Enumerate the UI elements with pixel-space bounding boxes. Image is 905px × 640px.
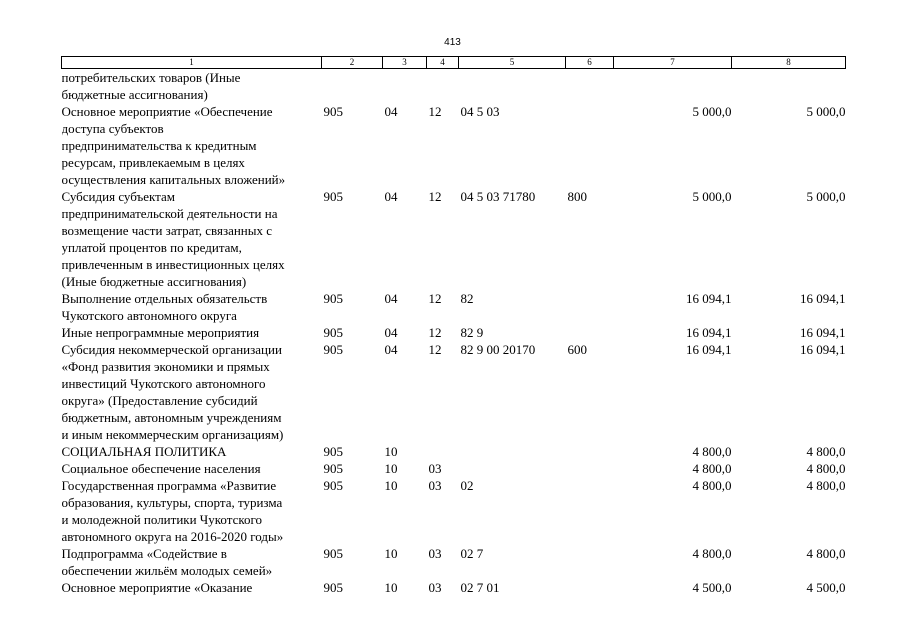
ministry-code-cell: 905 xyxy=(323,580,343,595)
section-cell: 04 xyxy=(384,291,398,306)
table-row xyxy=(62,545,846,579)
table-row xyxy=(62,460,846,477)
amount-year1-cell: 16 094,1 xyxy=(686,325,732,340)
item-name-cell: Подпрограмма «Содействие в обеспечении жильём молодых семей» xyxy=(61,546,273,578)
ministry-code-cell: 905 xyxy=(323,325,343,340)
section-cell: 10 xyxy=(384,461,398,476)
section-cell: 04 xyxy=(384,104,398,119)
item-name-cell: Государственная программа «Развитие образования, культуры, спорта, туризма и молодежной политики Чукотского автономного округа на 2016-2020 годы» xyxy=(61,478,284,544)
amount-year1-cell: 16 094,1 xyxy=(686,291,732,306)
target-article-cell xyxy=(459,69,566,104)
item-name-cell: Выполнение отдельных обязательств Чукотского автономного округа xyxy=(61,291,268,323)
target-article-cell xyxy=(459,443,566,460)
expense-type-cell xyxy=(566,579,614,596)
page-number: 413 xyxy=(444,37,461,48)
amount-year1-cell: 4 500,0 xyxy=(692,580,732,595)
ministry-code-cell: 905 xyxy=(323,546,343,561)
table-body xyxy=(62,69,846,597)
column-header: 3 xyxy=(383,57,427,69)
column-header: 5 xyxy=(459,57,566,69)
section-cell: 10 xyxy=(384,478,398,493)
amount-year2-cell: 4 800,0 xyxy=(806,444,846,459)
item-name-cell: СОЦИАЛЬНАЯ ПОЛИТИКА xyxy=(61,444,227,459)
amount-year2-cell: 4 500,0 xyxy=(806,580,846,595)
section-cell: 10 xyxy=(384,444,398,459)
table-row xyxy=(62,477,846,545)
section-cell: 04 xyxy=(384,189,398,204)
section-cell: 10 xyxy=(384,546,398,561)
budget-table xyxy=(61,56,846,596)
subsection-cell: 03 xyxy=(428,461,442,476)
subsection-cell: 03 xyxy=(428,580,442,595)
table-row xyxy=(62,69,846,104)
expense-type-cell xyxy=(566,477,614,545)
amount-year2-cell: 5 000,0 xyxy=(806,104,846,119)
column-header: 1 xyxy=(62,57,322,69)
item-name-cell: потребительских товаров (Иные бюджетные ассигнования) xyxy=(61,70,241,102)
amount-year2-cell xyxy=(732,69,846,104)
expense-type-cell xyxy=(566,545,614,579)
target-article-cell: 82 9 00 20170 xyxy=(460,342,536,357)
table-row xyxy=(62,579,846,596)
item-name-cell: Основное мероприятие «Оказание xyxy=(61,580,253,595)
subsection-cell: 03 xyxy=(428,478,442,493)
ministry-code-cell xyxy=(322,69,383,104)
subsection-cell: 12 xyxy=(428,342,442,357)
target-article-cell: 04 5 03 xyxy=(460,104,500,119)
amount-year1-cell: 4 800,0 xyxy=(692,546,732,561)
amount-year1-cell: 4 800,0 xyxy=(692,478,732,493)
target-article-cell: 82 xyxy=(460,291,474,306)
target-article-cell xyxy=(459,460,566,477)
ministry-code-cell: 905 xyxy=(323,444,343,459)
section-cell xyxy=(383,69,427,104)
section-cell: 04 xyxy=(384,325,398,340)
target-article-cell: 02 7 01 xyxy=(460,580,500,595)
item-name-cell: Субсидия некоммерческой организации «Фонд развития экономики и прямых инвестиций Чукотского автономного округа» (Предоставление субсидий бюджетным, автономным учреждениям и иным некоммерческим организациям) xyxy=(61,342,284,442)
amount-year2-cell: 4 800,0 xyxy=(806,478,846,493)
subsection-cell: 12 xyxy=(428,325,442,340)
subsection-cell: 12 xyxy=(428,104,442,119)
expense-type-cell xyxy=(566,290,614,324)
section-cell: 04 xyxy=(384,342,398,357)
column-header: 2 xyxy=(322,57,383,69)
target-article-cell: 82 9 xyxy=(460,325,484,340)
table-row xyxy=(62,324,846,341)
ministry-code-cell: 905 xyxy=(323,342,343,357)
expense-type-cell xyxy=(566,69,614,104)
table-row xyxy=(62,341,846,443)
section-cell: 10 xyxy=(384,580,398,595)
target-article-cell: 04 5 03 71780 xyxy=(460,189,536,204)
amount-year1-cell: 4 800,0 xyxy=(692,461,732,476)
amount-year1-cell: 5 000,0 xyxy=(692,104,732,119)
item-name-cell: Субсидия субъектам предпринимательской деятельности на возмещение части затрат, связанных с уплатой процентов по кредитам, привлеченным в инвестиционных целях (Иные бюджетные ассигнования) xyxy=(61,189,285,289)
ministry-code-cell: 905 xyxy=(323,104,343,119)
column-header: 7 xyxy=(614,57,732,69)
expense-type-cell xyxy=(566,324,614,341)
expense-type-cell: 800 xyxy=(567,189,587,204)
subsection-cell xyxy=(427,443,459,460)
subsection-cell: 12 xyxy=(428,189,442,204)
expense-type-cell xyxy=(566,443,614,460)
table-row xyxy=(62,188,846,290)
amount-year1-cell: 16 094,1 xyxy=(686,342,732,357)
ministry-code-cell: 905 xyxy=(323,189,343,204)
amount-year2-cell: 16 094,1 xyxy=(800,325,846,340)
item-name-cell: Основное мероприятие «Обеспечение доступа субъектов предпринимательства к кредитным ресурсам, привлекаемым в целях осуществления капитальных вложений» xyxy=(61,104,286,187)
table-row xyxy=(62,443,846,460)
target-article-cell: 02 7 xyxy=(460,546,484,561)
expense-type-cell xyxy=(566,103,614,188)
subsection-cell: 03 xyxy=(428,546,442,561)
target-article-cell: 02 xyxy=(460,478,474,493)
amount-year2-cell: 16 094,1 xyxy=(800,291,846,306)
column-number-row xyxy=(62,57,846,69)
subsection-cell xyxy=(427,69,459,104)
item-name-cell: Иные непрограммные мероприятия xyxy=(61,325,260,340)
ministry-code-cell: 905 xyxy=(323,291,343,306)
amount-year2-cell: 4 800,0 xyxy=(806,546,846,561)
ministry-code-cell: 905 xyxy=(323,478,343,493)
amount-year2-cell: 4 800,0 xyxy=(806,461,846,476)
subsection-cell: 12 xyxy=(428,291,442,306)
column-header: 8 xyxy=(732,57,846,69)
amount-year2-cell: 5 000,0 xyxy=(806,189,846,204)
amount-year2-cell: 16 094,1 xyxy=(800,342,846,357)
item-name-cell: Социальное обеспечение населения xyxy=(61,461,261,476)
expense-type-cell: 600 xyxy=(567,342,587,357)
expense-type-cell xyxy=(566,460,614,477)
column-header: 4 xyxy=(427,57,459,69)
amount-year1-cell: 5 000,0 xyxy=(692,189,732,204)
table-row xyxy=(62,290,846,324)
ministry-code-cell: 905 xyxy=(323,461,343,476)
amount-year1-cell xyxy=(614,69,732,104)
column-header: 6 xyxy=(566,57,614,69)
amount-year1-cell: 4 800,0 xyxy=(692,444,732,459)
table-row xyxy=(62,103,846,188)
